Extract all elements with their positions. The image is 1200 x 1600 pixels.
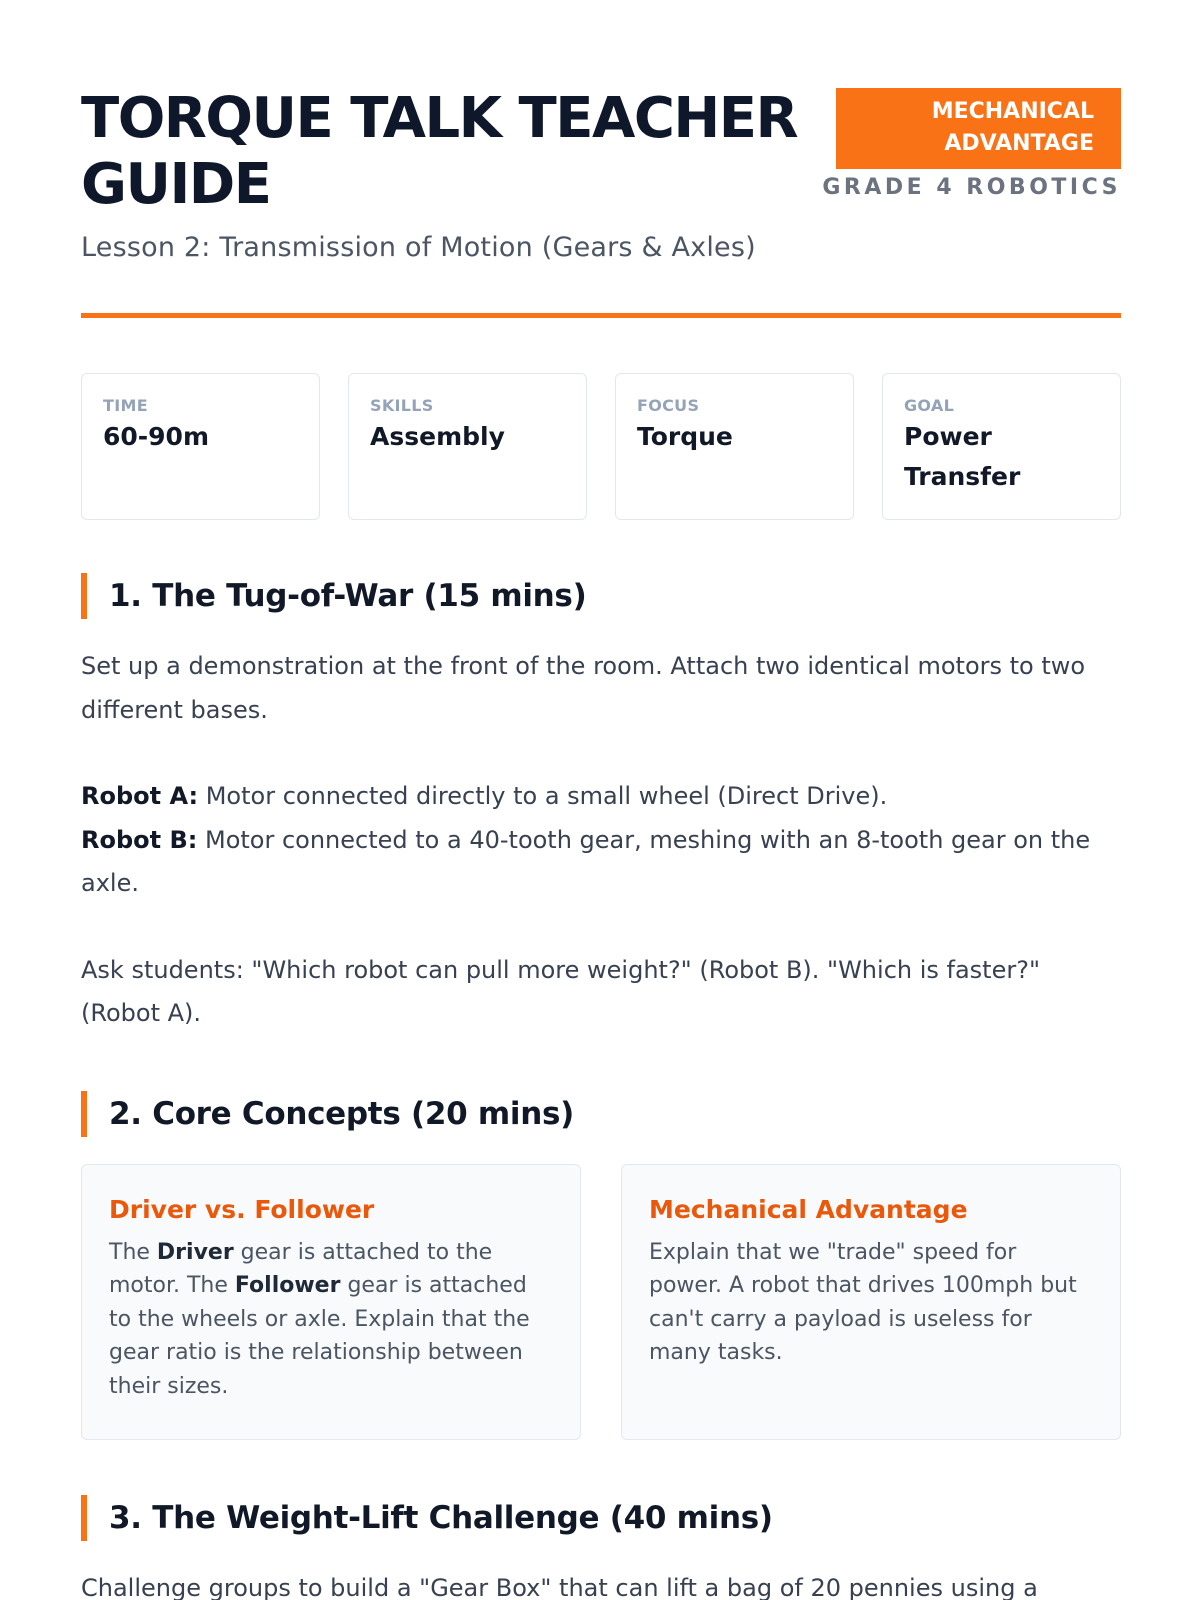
stat-card-goal — [882, 373, 1121, 520]
guide-header — [81, 86, 1121, 318]
stat-label: SKILLS — [370, 396, 434, 415]
concept-text — [109, 1236, 553, 1404]
stat-card-skills — [348, 373, 587, 520]
driver-term: Driver — [156, 1239, 234, 1265]
robot-b-text: Motor connected to a 40-tooth gear, meshing with an 8-tooth gear on the axle. — [81, 825, 1091, 897]
header-right — [822, 88, 1121, 200]
concept-text: Explain that we "trade" speed for power. A robot that drives 100mph but can't carry a payload is useless for many tasks. — [649, 1239, 1077, 1365]
section1-intro: Set up a demonstration at the front of the room. Attach two identical motors to two different bases. — [81, 652, 1086, 724]
grade-label: GRADE 4 ROBOTICS — [822, 175, 1121, 200]
follower-term: Follower — [234, 1273, 341, 1298]
section-heading-weight-lift: 3. The Weight-Lift Challenge (40 mins) — [81, 1495, 1121, 1541]
concept-text-part: gear is attached to the wheels or axle. Explain that the gear ratio is the relationship between their sizes. — [109, 1273, 530, 1399]
stat-value: Torque — [637, 422, 733, 451]
page-title: TORQUE TALK TEACHER GUIDE — [81, 86, 798, 217]
stat-label: TIME — [103, 396, 148, 415]
section-heading-core-concepts: 2. Core Concepts (20 mins) — [81, 1091, 1121, 1137]
stat-value: 60-90m — [103, 422, 210, 451]
stat-value: Power Transfer — [904, 422, 1021, 491]
concept-card-mechanical-advantage — [621, 1164, 1121, 1440]
robot-descriptions — [81, 775, 1121, 906]
concept-cards — [81, 1164, 1121, 1440]
section3-intro: Challenge groups to build a "Gear Box" that can lift a bag of 20 pennies using a — [81, 1573, 1038, 1600]
lesson-subtitle: Lesson 2: Transmission of Motion (Gears & Axles) — [81, 232, 756, 263]
stat-value: Assembly — [370, 422, 505, 451]
section1-question: Ask students: "Which robot can pull more weight?" (Robot B). "Which is faster?" (Robot A). — [81, 955, 1041, 1027]
robot-b-description — [81, 826, 1090, 898]
concept-card-driver-follower — [81, 1164, 581, 1440]
robot-a-label: Robot A: — [81, 782, 199, 810]
concept-text-part: gear is attached to the motor. The — [109, 1239, 493, 1298]
concept-title: Driver vs. Follower — [109, 1194, 375, 1224]
stat-card-time — [81, 373, 320, 520]
lesson-stats — [81, 373, 1121, 520]
robot-a-text: Motor connected directly to a small wheel (Direct Drive). — [198, 782, 888, 810]
topic-badge: MECHANICAL ADVANTAGE — [836, 88, 1121, 169]
robot-b-label: Robot B: — [81, 825, 198, 854]
concept-text-part: The — [109, 1239, 157, 1265]
stat-card-focus — [615, 373, 854, 520]
stat-label: GOAL — [904, 396, 955, 415]
section-heading-tug-of-war: 1. The Tug-of-War (15 mins) — [81, 573, 1121, 619]
concept-title: Mechanical Advantage — [649, 1194, 968, 1224]
stat-label: FOCUS — [637, 396, 700, 415]
robot-a-description — [81, 782, 887, 810]
